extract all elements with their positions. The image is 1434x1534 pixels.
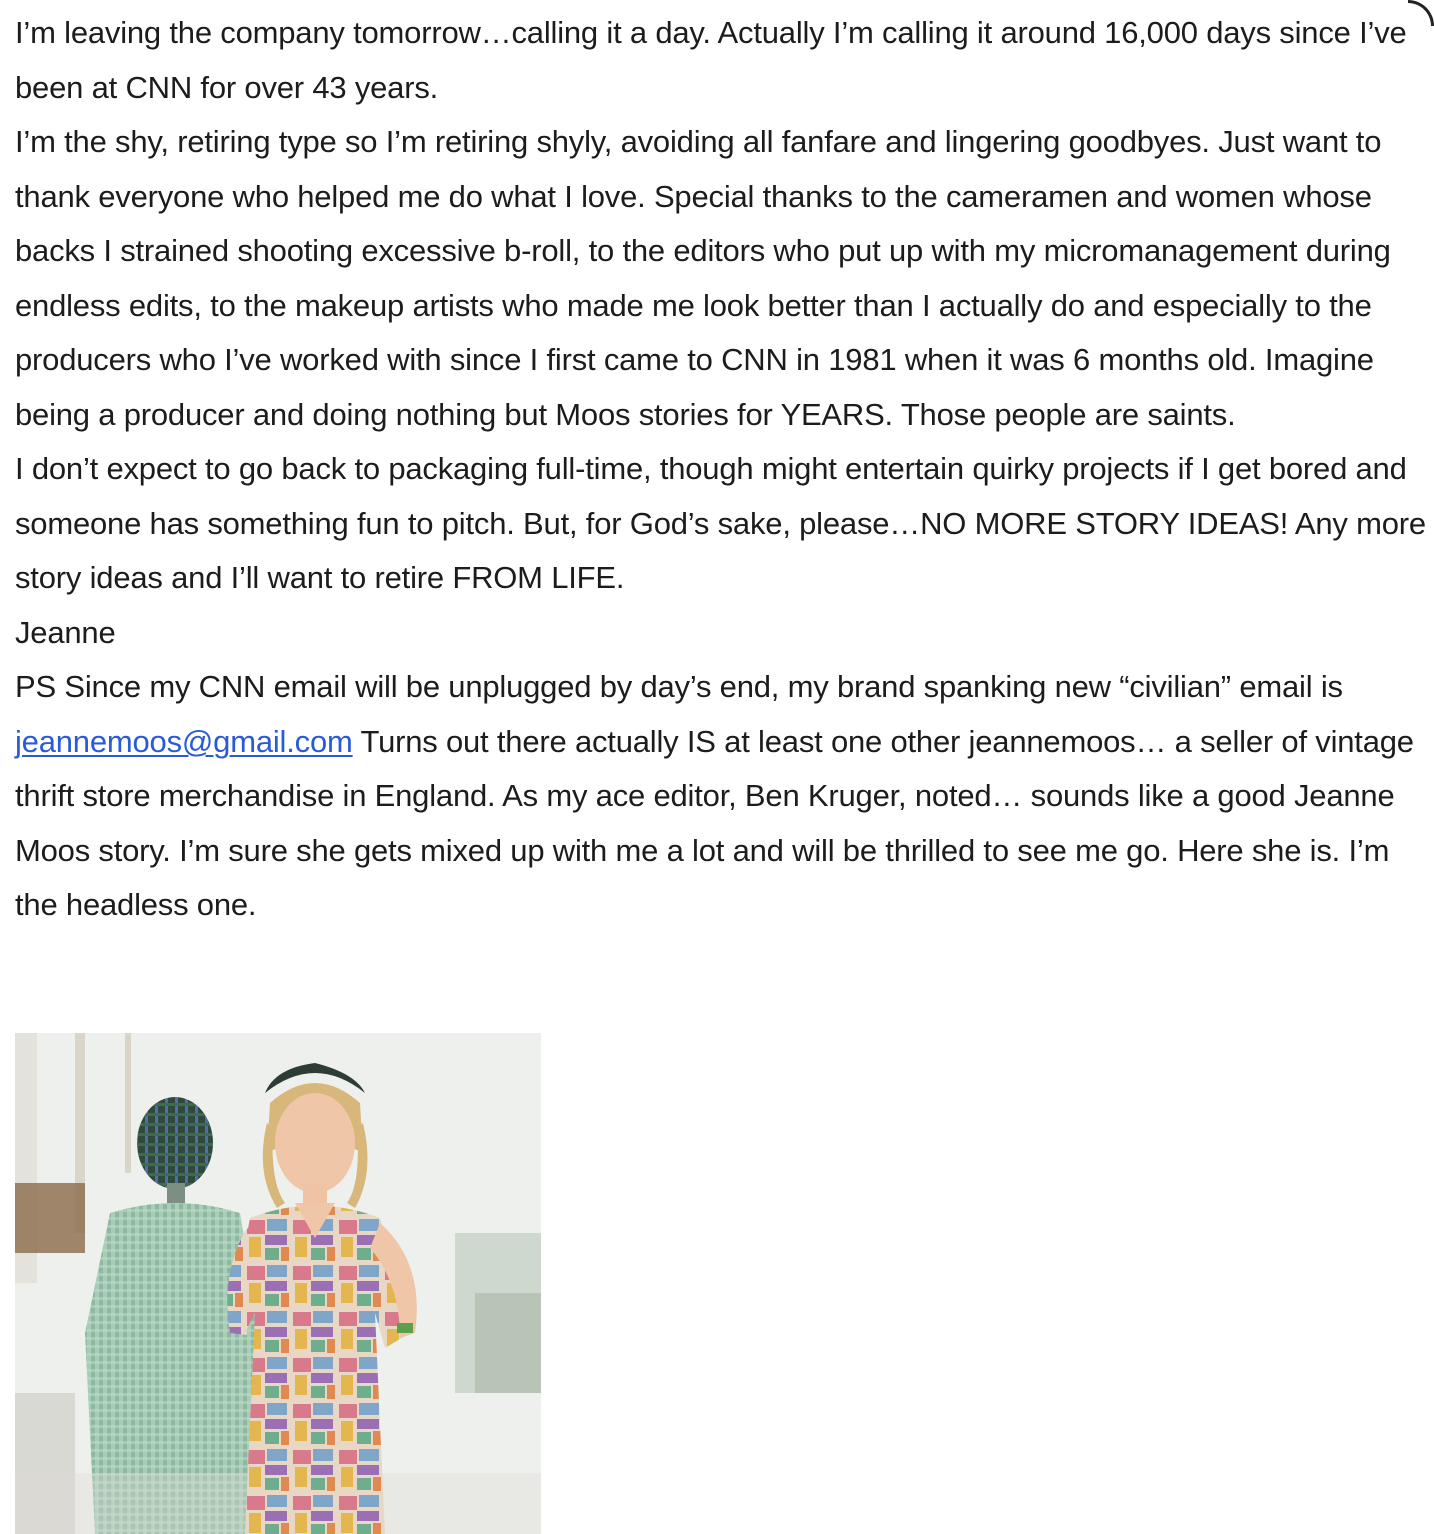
- email-body: [15, 6, 1427, 933]
- photo-illustration: [15, 1033, 541, 1534]
- email-postscript: [15, 660, 1427, 933]
- email-paragraph-no-story-ideas: I don’t expect to go back to packaging full-time, though might entertain quirky projects if I get bored and someone has something fun to pitch. But, for God’s sake, please…NO MORE STORY IDEAS! Any more story ideas and I’ll want to retire FROM LIFE.: [15, 451, 1426, 595]
- email-paragraph-thanks: I’m the shy, retiring type so I’m retiring shyly, avoiding all fanfare and lingering goodbyes. Just want to thank everyone who helped me do what I love. Special thanks to the cameramen and women whose backs I strained shooting excessive b-roll, to the editors who put up with my micromanagement during endless edits, to the makeup artists who made me look better than I actually do and especially to the producers who I’ve worked with since I first came to CNN in 1981 when it was 6 months old. Imagine being a producer and doing nothing but Moos stories for YEARS. Those people are saints.: [15, 124, 1391, 432]
- postscript-text-end: Turns out there actually IS at least one other jeannemoos… a seller of vintage thrift store merchandise in England. As my ace editor, Ben Kruger, noted… sounds like a good Jeanne Moos story. I’m sure she gets mixed up with me a lot and will be thrilled to see me go. Here she is. I’m the headless one.: [15, 723, 1414, 922]
- postscript-text-start: PS Since my CNN email will be unplugged by day’s end, my brand spanking new “civilian” email is: [15, 669, 1343, 704]
- email-signature: Jeanne: [15, 614, 116, 650]
- email-address-link[interactable]: jeannemoos@gmail.com: [15, 723, 353, 759]
- email-paragraph-leaving: I’m leaving the company tomorrow…calling it a day. Actually I’m calling it around 16,000 days since I’ve been at CNN for over 43 years.: [15, 15, 1407, 105]
- attached-photo: [15, 1033, 541, 1534]
